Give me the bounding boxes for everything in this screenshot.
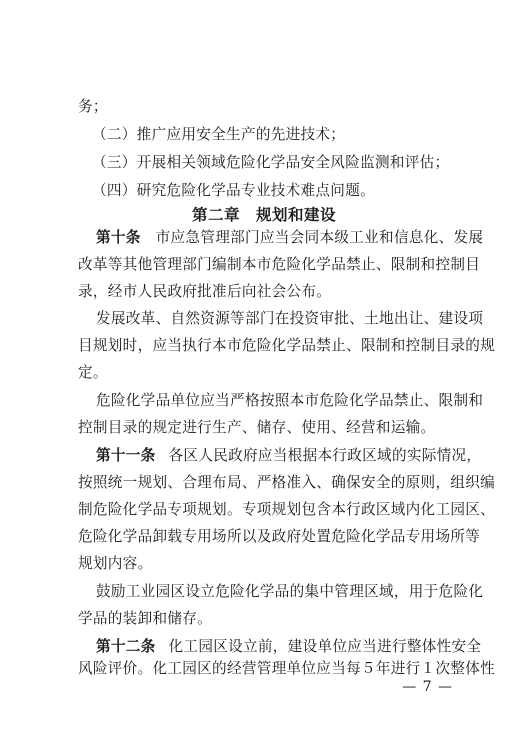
body-text-line: 发展改革、自然资源等部门在投资审批、土地出让、建设项 bbox=[96, 310, 484, 327]
article-12-first-line bbox=[96, 637, 481, 657]
chapter-title: 第二章 规划和建设 bbox=[192, 205, 337, 224]
list-item: （四）研究危险化学品专业技术难点问题。 bbox=[92, 182, 375, 199]
article-10-first-line bbox=[96, 228, 483, 248]
body-text-line: 按照统一规划、合理布局、严格准入、确保安全的原则，组织编 bbox=[78, 474, 496, 491]
body-text-line: 目规划时，应当执行本市危险化学品禁止、限制和控制目录的规 bbox=[78, 337, 496, 354]
body-text-line: 风险评价。化工园区的经营管理单位应当每５年进行１次整体性 bbox=[78, 660, 496, 677]
article-heading: 第十条 bbox=[96, 229, 141, 246]
list-item: （三）开展相关领域危险化学品安全风险监测和评估； bbox=[92, 154, 450, 171]
article-11-first-line bbox=[96, 446, 481, 466]
article-heading: 第十二条 bbox=[96, 638, 156, 655]
body-text-line: 规划内容。 bbox=[78, 555, 153, 572]
body-text-line: 危险化学品卸载专用场所以及政府处置危险化学品专用场所等 bbox=[78, 528, 481, 545]
list-item: （二）推广应用安全生产的先进技术； bbox=[92, 126, 346, 143]
article-heading: 第十一条 bbox=[96, 447, 156, 464]
body-text-line: 危险化学品单位应当严格按照本市危险化学品禁止、限制和 bbox=[96, 392, 484, 409]
body-text-line: 控制目录的规定进行生产、储存、使用、经营和运输。 bbox=[78, 419, 436, 436]
article-text: 各区人民政府应当根据本行政区域的实际情况， bbox=[168, 447, 482, 464]
body-text-line: 学品的装卸和储存。 bbox=[78, 610, 213, 627]
page-number: — 7 — bbox=[402, 679, 453, 695]
article-text: 化工园区设立前，建设单位应当进行整体性安全 bbox=[168, 638, 482, 655]
body-text-line: 定。 bbox=[78, 364, 108, 381]
article-text: 市应急管理部门应当会同本级工业和信息化、发展 bbox=[155, 229, 484, 246]
body-text-line: 务； bbox=[78, 98, 108, 115]
body-text-line: 改革等其他管理部门编制本市危险化学品禁止、限制和控制目 bbox=[78, 256, 481, 273]
body-text-line: 制危险化学品专项规划。专项规划包含本行政区域内化工园区、 bbox=[78, 501, 496, 518]
body-text-line: 鼓励工业园区设立危险化学品的集中管理区域，用于危险化 bbox=[96, 583, 484, 600]
body-text-line: 录，经市人民政府批准后向社会公布。 bbox=[78, 283, 332, 300]
